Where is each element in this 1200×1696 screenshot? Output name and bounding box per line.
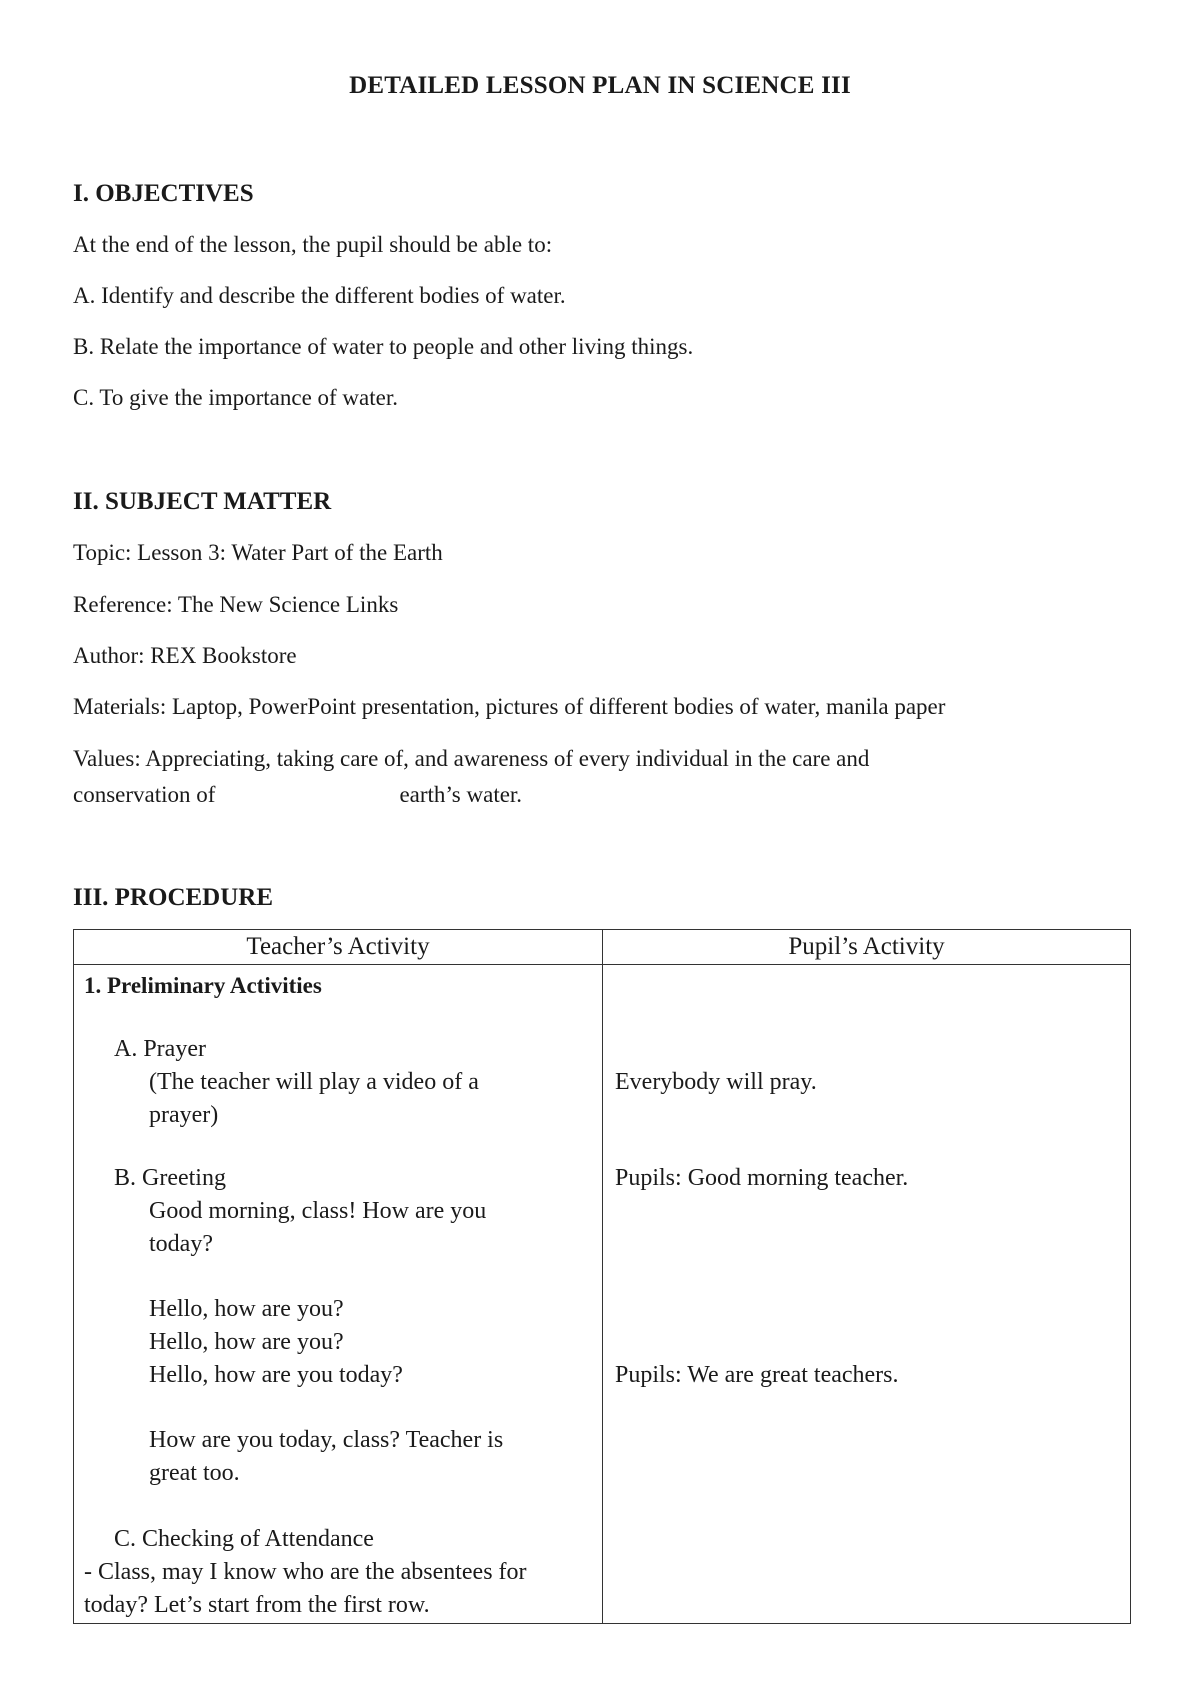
objective-item-b: B. Relate the importance of water to people and other living things.	[73, 334, 694, 359]
attendance-line-1: - Class, may I know who are the absentees for	[84, 1559, 527, 1585]
procedure-table	[73, 929, 1131, 1624]
prayer-line-2: prayer)	[149, 1102, 219, 1128]
song-line-1: Hello, how are you?	[149, 1296, 344, 1322]
objectives-intro: At the end of the lesson, the pupil should be able to:	[73, 232, 553, 257]
how-are-you-line-1: How are you today, class? Teacher is	[149, 1427, 504, 1453]
teacher-activity-header: Teacher’s Activity	[74, 930, 603, 965]
prayer-pupil-response: Everybody will pray.	[615, 1069, 817, 1095]
author-line: Author: REX Bookstore	[73, 643, 297, 668]
objective-item-c: C. To give the importance of water.	[73, 385, 398, 410]
values-line-1: Values: Appreciating, taking care of, and awareness of every individual in the care and	[73, 746, 870, 771]
prayer-title: A. Prayer	[114, 1036, 206, 1062]
objectives-heading: I. OBJECTIVES	[73, 180, 254, 207]
song-line-2: Hello, how are you?	[149, 1329, 344, 1355]
greeting-line-2: today?	[149, 1231, 213, 1257]
procedure-heading: III. PROCEDURE	[73, 884, 274, 911]
values-line-2b: earth’s water.	[399, 782, 523, 807]
document-title: DETAILED LESSON PLAN IN SCIENCE III	[349, 72, 851, 99]
prayer-line-1: (The teacher will play a video of a	[149, 1069, 479, 1095]
teacher-activity-cell	[74, 965, 603, 1624]
values-line-2	[73, 782, 522, 808]
song-pupil-response: Pupils: We are great teachers.	[615, 1362, 899, 1388]
pupil-activity-header: Pupil’s Activity	[603, 930, 1131, 965]
greeting-pupil-response: Pupils: Good morning teacher.	[615, 1165, 909, 1191]
topic-line: Topic: Lesson 3: Water Part of the Earth	[73, 540, 443, 565]
greeting-title: B. Greeting	[114, 1165, 226, 1191]
greeting-line-1: Good morning, class! How are you	[149, 1198, 487, 1224]
song-line-3: Hello, how are you today?	[149, 1362, 403, 1388]
pupil-activity-cell	[603, 965, 1131, 1624]
objective-item-a: A. Identify and describe the different bodies of water.	[73, 283, 566, 308]
attendance-title: C. Checking of Attendance	[114, 1526, 374, 1552]
materials-line: Materials: Laptop, PowerPoint presentation, pictures of different bodies of water, manila paper	[73, 694, 946, 719]
how-are-you-line-2: great too.	[149, 1460, 240, 1486]
subject-matter-heading: II. SUBJECT MATTER	[73, 488, 332, 515]
attendance-line-2: today? Let’s start from the first row.	[84, 1592, 430, 1618]
values-line-2a: conservation of	[73, 782, 216, 807]
reference-line: Reference: The New Science Links	[73, 592, 399, 617]
preliminary-activities-label: 1. Preliminary Activities	[84, 973, 322, 998]
